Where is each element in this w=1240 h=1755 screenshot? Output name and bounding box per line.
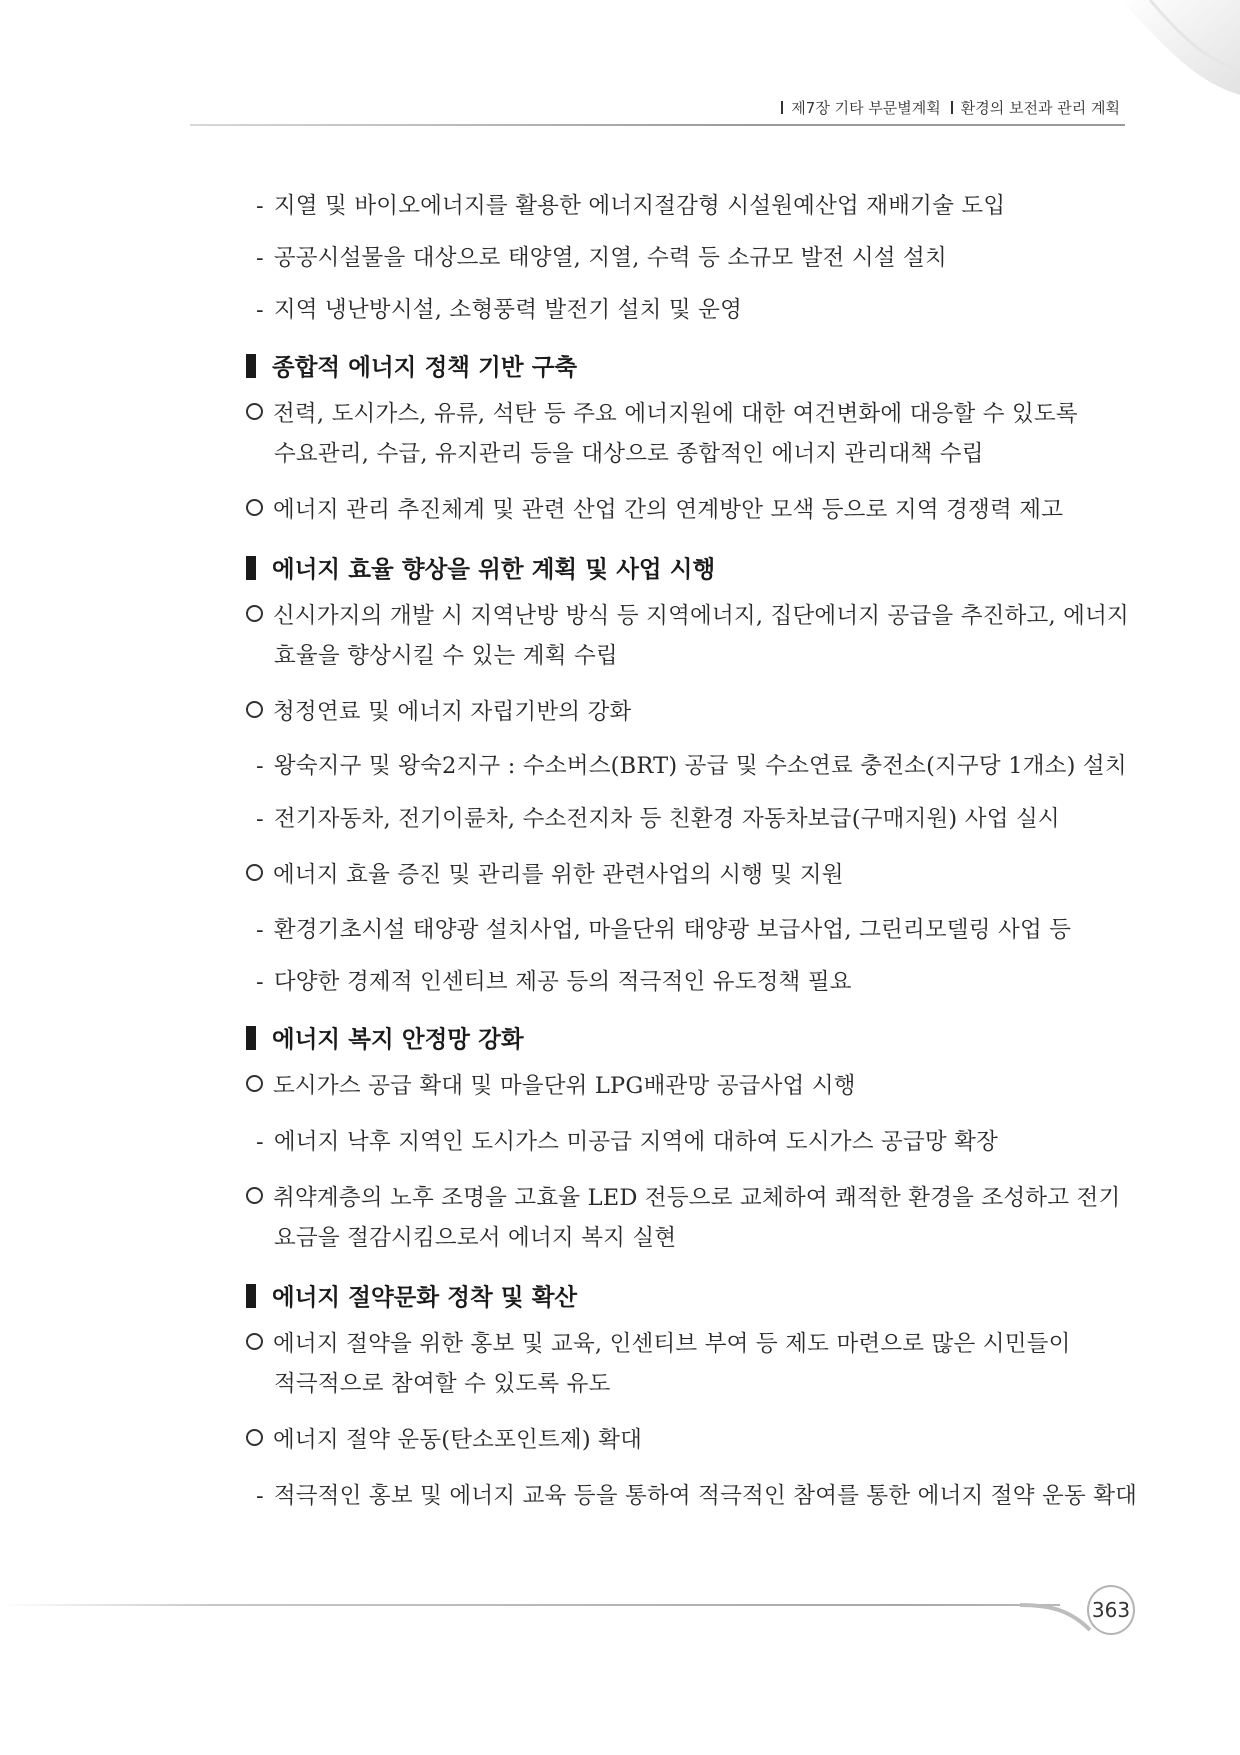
circle-item-continuation: 요금을 절감시킴으로서 에너지 복지 실현 [274, 1225, 677, 1251]
circle-item-continuation: 적극적으로 참여할 수 있도록 유도 [274, 1371, 611, 1397]
circle-item: 청정연료 및 에너지 자립기반의 강화 [246, 694, 631, 726]
circle-bullet-icon [246, 1187, 263, 1204]
dash-item: - 다양한 경제적 인센티브 제공 등의 적극적인 유도정책 필요 [256, 969, 852, 995]
page-footer [0, 1560, 1240, 1680]
running-header [773, 97, 1120, 118]
circle-item-continuation: 효율을 향상시킬 수 있는 계획 수립 [274, 643, 618, 669]
circle-bullet-icon [246, 1333, 263, 1350]
section-bar-icon [246, 1284, 256, 1308]
section-heading: 종합적 에너지 정책 기반 구축 [246, 348, 577, 382]
header-chapter: 제7장 기타 부문별계획 [791, 99, 941, 117]
page-header [0, 0, 1240, 130]
dash-item: - 적극적인 홍보 및 에너지 교육 등을 통하여 적극적인 참여를 통한 에너지 절약 운동 확대 [256, 1483, 1138, 1509]
page-number: 363 [1087, 1585, 1135, 1635]
dash-item: - 환경기초시설 태양광 설치사업, 마을단위 태양광 보급사업, 그린리모델링 사업 등 [256, 917, 1072, 943]
circle-bullet-icon [246, 864, 263, 881]
dash-item: - 전기자동차, 전기이륜차, 수소전지차 등 친환경 자동차보급(구매지원) 사업 실시 [256, 806, 1060, 832]
section-bar-icon [246, 354, 256, 378]
circle-item: 에너지 관리 추진체계 및 관련 산업 간의 연계방안 모색 등으로 지역 경쟁력 제고 [246, 492, 1063, 524]
section-heading: 에너지 절약문화 정착 및 확산 [246, 1278, 577, 1312]
section-heading: 에너지 효율 향상을 위한 계획 및 사업 시행 [246, 550, 715, 584]
circle-bullet-icon [246, 403, 263, 420]
dash-item: - 지역 냉난방시설, 소형풍력 발전기 설치 및 운영 [256, 297, 743, 323]
dash-item: - 공공시설물을 대상으로 태양열, 지열, 수력 등 소규모 발전 시설 설치 [256, 245, 947, 271]
circle-item: 에너지 절약 운동(탄소포인트제) 확대 [246, 1422, 642, 1454]
circle-item: 취약계층의 노후 조명을 고효율 LED 전등으로 교체하여 쾌적한 환경을 조성하고 전기 [246, 1180, 1120, 1212]
circle-bullet-icon [246, 1075, 263, 1092]
circle-item: 신시가지의 개발 시 지역난방 방식 등 지역에너지, 집단에너지 공급을 추진하고, 에너지 [246, 598, 1129, 630]
circle-bullet-icon [246, 701, 263, 718]
circle-item-continuation: 수요관리, 수급, 유지관리 등을 대상으로 종합적인 에너지 관리대책 수립 [274, 441, 984, 467]
header-separator [951, 101, 953, 114]
header-rule [190, 124, 1125, 126]
header-swoosh-decoration [1100, 0, 1240, 160]
dash-item: - 에너지 낙후 지역인 도시가스 미공급 지역에 대하여 도시가스 공급망 확장 [256, 1129, 999, 1155]
circle-bullet-icon [246, 499, 263, 516]
dash-item: - 왕숙지구 및 왕숙2지구 : 수소버스(BRT) 공급 및 수소연료 충전소(지구당 1개소) 설치 [256, 753, 1127, 779]
header-section: 환경의 보전과 관리 계획 [960, 99, 1120, 117]
footer-rule [0, 1604, 1060, 1606]
header-separator [781, 101, 783, 114]
circle-item: 에너지 절약을 위한 홍보 및 교육, 인센티브 부여 등 제도 마련으로 많은 시민들이 [246, 1326, 1071, 1358]
circle-item: 도시가스 공급 확대 및 마을단위 LPG배관망 공급사업 시행 [246, 1068, 856, 1100]
circle-bullet-icon [246, 605, 263, 622]
section-heading: 에너지 복지 안정망 강화 [246, 1020, 524, 1054]
section-bar-icon [246, 556, 256, 580]
dash-item: - 지열 및 바이오에너지를 활용한 에너지절감형 시설원예산업 재배기술 도입 [256, 193, 1006, 219]
circle-item: 전력, 도시가스, 유류, 석탄 등 주요 에너지원에 대한 여건변화에 대응할 수 있도록 [246, 396, 1078, 428]
circle-bullet-icon [246, 1429, 263, 1446]
section-bar-icon [246, 1026, 256, 1050]
circle-item: 에너지 효율 증진 및 관리를 위한 관련사업의 시행 및 지원 [246, 857, 844, 889]
